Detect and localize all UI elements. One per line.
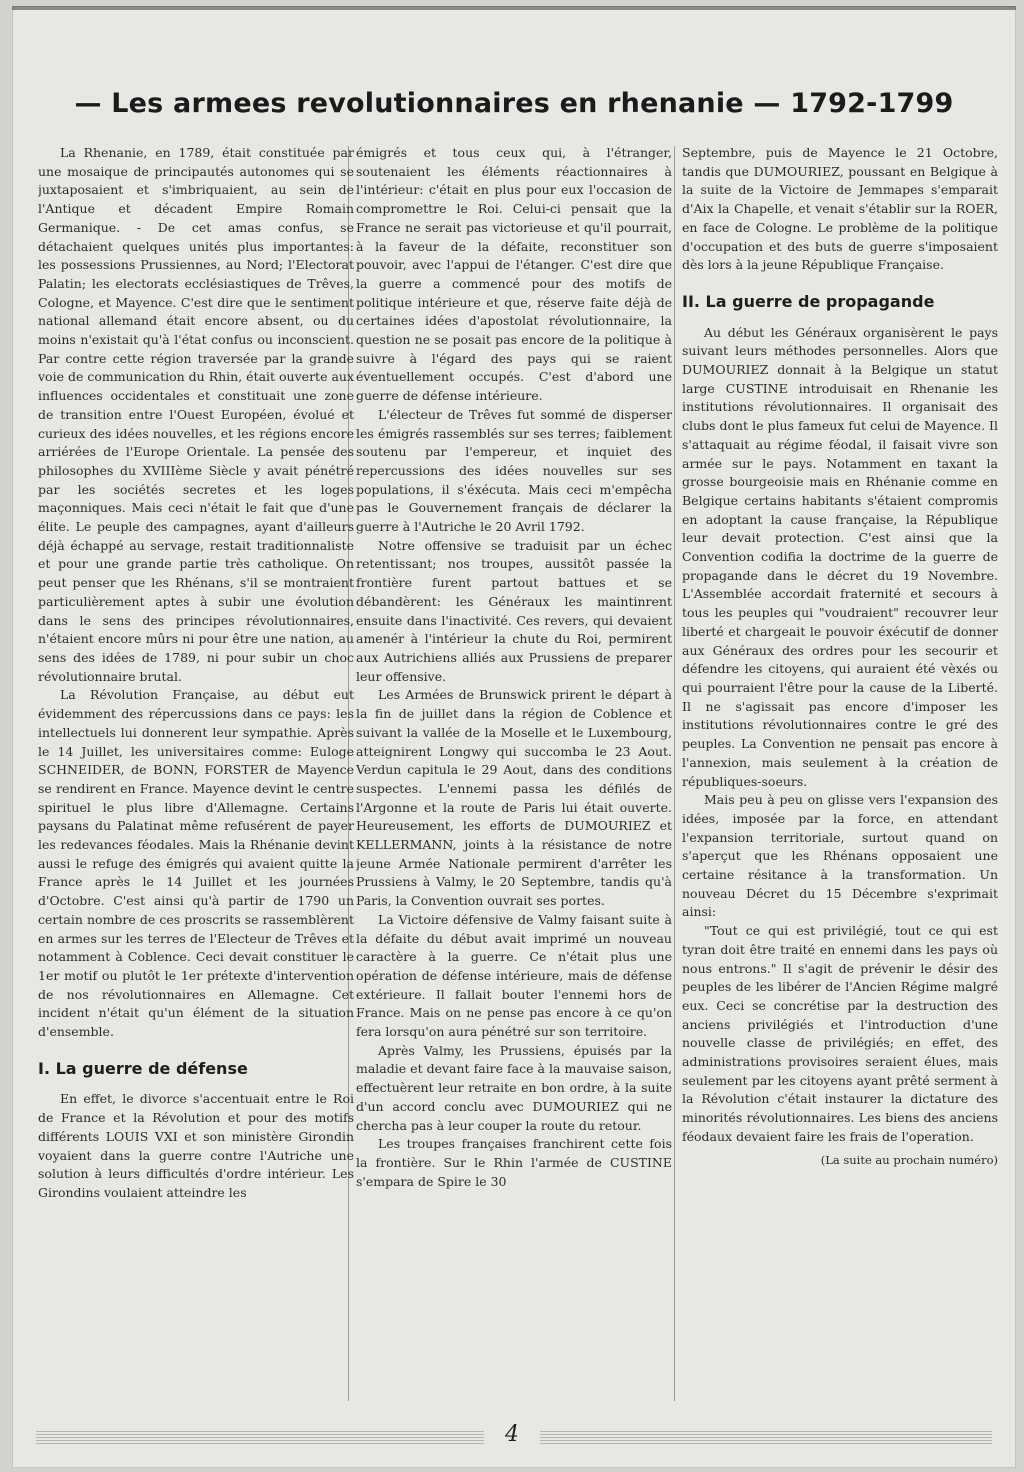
paragraph: "Tout ce qui est privilégié, tout ce qui est tyran doit être traité en ennemi dans les pays où nous entrons." Il s'agit de prévenir le désir des peuples de les libérer de l'Ancien Régime malgré eux. Ceci se concrétise par la destruction des anciens privilégiés et l'introduction d'une nouvelle classe de privilégiés; en effet, des administrations provisoires seraient élues, mais seulement par les citoyens ayant prêté serment à la Révolution c'était instaurer la dictature des minorités révolutionnaires. Les biens des anciens féodaux devaient faire les frais de l'operation. [682, 923, 998, 1144]
paragraph: La Victoire défensive de Valmy faisant suite à la défaite du début avait imprimé un nouveau caractère à la guerre. Ce n'était plus une opération de défense intérieure, mais de défense extérieure. Il fallait bouter l'ennemi hors de France. Mais on ne pense pas encore à ce qu'on fera lorsqu'on aura pénétré sur son territoire. [356, 911, 672, 1040]
paragraph: Après Valmy, les Prussiens, épuisés par la maladie et devant faire face à la mauvaise saison, effectuèrent leur retraite en bon ordre, à la suite d'un accord conclu avec DUMOURIEZ qui ne chercha pas à leur couper la route du retour. [356, 1042, 672, 1133]
paragraph: La Révolution Française, au début eut évidemment des répercussions dans ce pays: les intellectuels lui donnerent leur sympathie. Après le 14 Juillet, les universitaires comme: Euloge SCHNEIDER, de BONN, FORSTER de Mayence se rendirent en France. Mayence devint le centre spirituel le plus libre d'Allemagne. Certains paysans du Palatinat même refusérent de payer les redevances féodales. Mais la Rhénanie devint aussi le refuge des émigrés qui avaient quitte la France après le 14 Juillet et les journées d'Octobre. C'est ainsi qu'à partir de 1790 un certain nombre de ces proscrits se rassemblèrent en armes sur les terres de l'Electeur de Trêves et notamment à Coblence. Ceci devait constituer le 1er motif ou plutôt le 1er prétexte d'intervention de nos révolutionnaires en Allemagne. Cet incident n'était qu'un élément de la situation d'ensemble. [38, 687, 354, 1040]
paragraph: Les troupes françaises franchirent cette fois la frontière. Sur le Rhin l'armée de CUSTINE s'empara de Spire le 30 [356, 1136, 672, 1189]
article-title: — Les armees revolutionnaires en rhenanie — 1792-1799 [74, 88, 954, 119]
paragraph: La Rhenanie, en 1789, était constituée par une mosaique de principautés autonomes qui se juxtaposaient et s'imbriquaient, au sein de l'Antique et décadent Empire Romain Germanique. - De cet amas confus, se détachaient quelques unités plus importantes: les possessions Prussiennes, au Nord; l'Electorat Palatin; les electorats ecclésiastiques de Trêves, Cologne, et Mayence. C'est dire que le sentiment national allemand était encore absent, ou du moins n'existait qu'à l'état confus ou inconscient. Par contre cette région traversée par la grande voie de communication du Rhin, était ouverte aux influences occidentales et constituait une zone de transition entre l'Ouest Européen, évolué et curieux des idées nouvelles, et les régions encore arriérées de l'Europe Orientale. La pensée des philosophes du XVIIIème Siècle y avait pénétré par les sociétés secretes et les loges maçonniques. Mais ceci n'était le fait que d'une élite. Le peuple des campagnes, ayant d'ailleurs déjà échappé au servage, restait traditionnaliste et pour une grande partie très catholique. On peut penser que les Rhénans, s'il se montraient particulièrement aptes à subir une évolution dans le sens des principes révolutionnaires, n'étaient encore mûrs ni pour être une nation, au sens des idées de 1789, ni pour subir un choc révolutionnaire brutal. [38, 145, 354, 684]
continuation-note: (La suite au prochain numéro) [820, 1152, 998, 1167]
paragraph: Mais peu à peu on glisse vers l'expansion des idées, imposée par la force, en attendant l'expansion territoriale, surtout quand on s'aperçut que les Rhénans opposaient une certaine résitance à la transformation. Un nouveau Décret du 15 Décembre s'exprimait ainsi: [682, 792, 998, 920]
page-number: 4 [505, 1422, 519, 1447]
top-edge [12, 6, 1016, 10]
footer-rule-left [36, 1431, 484, 1445]
paragraph: Les Armées de Brunswick prirent le départ à la fin de juillet dans la région de Coblence et suivant la vallée de la Moselle et le Luxembourg, atteignirent Longwy qui succomba le 23 Aout. Verdun capitula le 29 Aout, dans des conditions suspectes. L'ennemi passa les défilés de l'Argonne et la route de Paris lui était ouverte. Heureusement, les efforts de DUMOURIEZ et KELLERMANN, joints à la résistance de notre jeune Armée Nationale permirent d'arrêter les Prussiens à Valmy, le 20 Septembre, tandis qu'à Paris, la Convention ouvrait ses portes. [356, 687, 672, 909]
page [12, 6, 1016, 1468]
paragraph: Notre offensive se traduisit par un échec retentissant; nos troupes, aussitôt passée la frontière furent partout battues et se débandèrent: les Généraux les maintinrent ensuite dans l'inactivité. Ces revers, qui devaient amenér à l'intérieur la chute du Roi, permirent aux Autrichiens alliés aux Prussiens de preparer leur offensive. [356, 537, 672, 684]
column-rule-2 [674, 146, 675, 1401]
column-1 [38, 144, 354, 1406]
section-heading-1: I. La guerre de défense [38, 1058, 248, 1078]
section-heading-2: II. La guerre de propagande [682, 291, 935, 311]
paragraph: L'électeur de Trêves fut sommé de disperser les émigrés rassemblés sur ses terres; faiblement soutenu par l'empereur, et inquiet des repercussions des idées nouvelles sur ses populations, il s'éxécuta. Mais ceci m'empêcha pas le Gouvernement français de déclarer la guerre à l'Autriche le 20 Avril 1792. [356, 406, 672, 535]
footer-rule-right [540, 1431, 992, 1445]
paragraph: Septembre, puis de Mayence le 21 Octobre, tandis que DUMOURIEZ, poussant en Belgique à la suite de la Victoire de Jemmapes s'emparait d'Aix la Chapelle, et venait s'établir sur la ROER, en face de Cologne. Le problème de la politique d'occupation et des buts de guerre s'imposaient dès lors à la jeune République Française. [682, 145, 998, 273]
column-2 [356, 144, 672, 1406]
paragraph: émigrés et tous ceux qui, à l'étranger, soutenaient les éléments réactionnaires à l'intérieur: c'était en plus pour eux l'occasion de compromettre le Roi. Celui-ci pensait que la France ne serait pas victorieuse et qu'il pourrait, à la faveur de la défaite, reconstituer son pouvoir, avec l'appui de l'étanger. C'est dire que la guerre a commencé pour des motifs de politique intérieure et que, réserve faite déjà de certaines idées d'apostolat révolutionnaire, la question ne se posait pas encore de la politique à suivre à l'égard des pays qui se raient éventuellement occupés. C'est d'abord une guerre de défense intérieure. [356, 145, 672, 404]
column-3 [682, 144, 998, 1406]
paragraph: En effet, le divorce s'accentuait entre le Roi de France et la Révolution et pour des motifs différents LOUIS VXI et son ministère Girondin voyaient dans la guerre contre l'Autriche une solution à leurs difficultés d'ordre intérieur. Les Girondins voulaient atteindre les [38, 1091, 354, 1200]
paragraph: Au début les Généraux organisèrent le pays suivant leurs méthodes personnelles. Alors que DUMOURIEZ donnait à la Belgique un statut large CUSTINE introduisait en Rhenanie les institutions révolutionnaires. Il organisait des clubs dont le plus fameux fut celui de Mayence. Il s'attaquait au régime féodal, il faisait vivre son armée sur le pays. Notamment en taxant la grosse bourgeoisie mais en Rhénanie comme en Belgique certains habitants s'étaient compromis en adoptant la cause française, la République leur devait protection. C'est ainsi que la Convention codifia la doctrime de la guerre de propagande dans le décret du 19 Novembre. L'Assemblée accordait fraternité et secours à tous les peuples qui "voudraient" recouvrer leur liberté et chargeait le pouvoir éxécutif de donner aux Généraux des ordres pour les secourir et défendre les citoyens, qui auraient été vèxés ou qui pourraient l'être pour la cause de la Liberté. Il ne s'agissait pas encore d'imposer les institutions révolutionnaires contre le gré des peuples. La Convention ne pensait pas encore à l'annexion, mais seulement à la création de républiques-soeurs. [682, 324, 998, 789]
